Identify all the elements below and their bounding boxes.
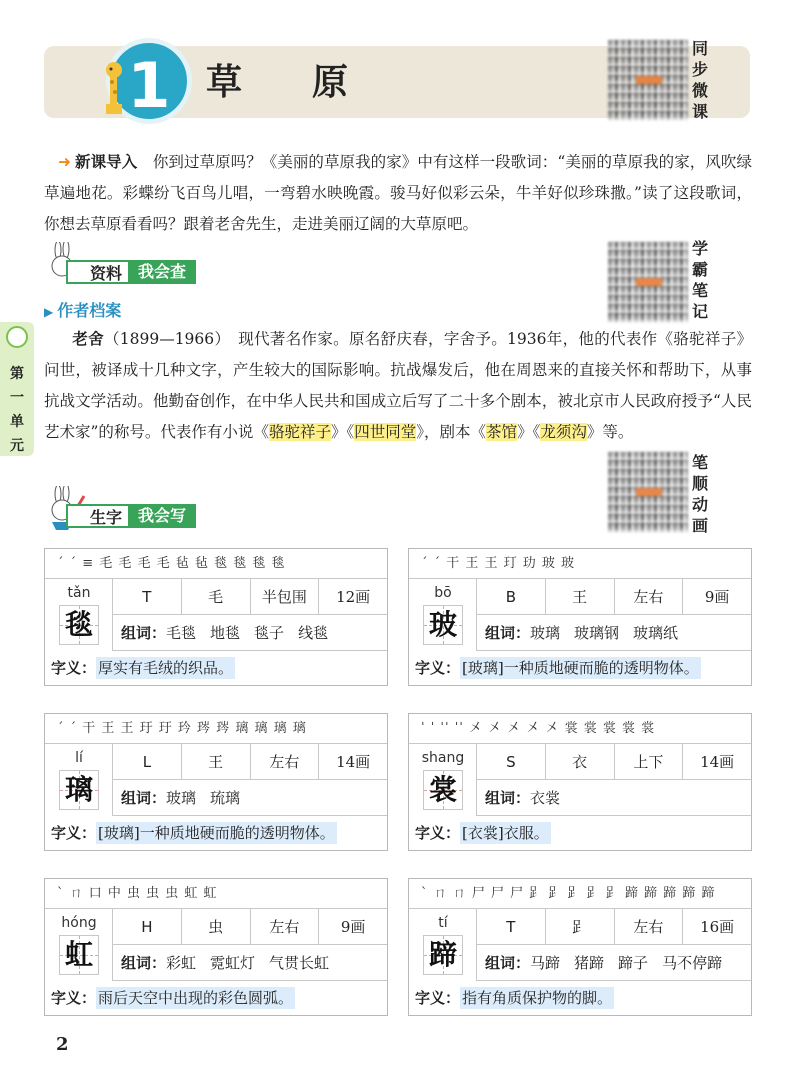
character-card (408, 713, 752, 851)
stroke-count: 9画 (340, 918, 366, 936)
radical: 王 (182, 744, 251, 779)
author-heading: ▶ 作者档案 (44, 301, 122, 320)
pinyin: lí (75, 750, 83, 766)
pinyin: tǎn (67, 585, 91, 601)
arrow-right-icon: ➜ (58, 153, 71, 171)
index-letter: H (113, 909, 182, 944)
structure: 左右 (251, 744, 320, 779)
character-card (408, 878, 752, 1016)
work-title: 骆驼祥子 (268, 423, 331, 441)
pinyin: hóng (61, 915, 97, 931)
stroke-order: ˊ ˊ ≡ 毛 毛 毛 毛 毡 毡 毯 毯 毯 毯 (45, 549, 387, 579)
character: 蹄 (428, 938, 457, 971)
structure: 半包围 (251, 579, 320, 614)
meaning: 字义： [玻璃]一种质地硬而脆的透明物体。 (51, 824, 335, 842)
stroke-order: ˊ ˊ 干 王 王 玎 玏 玻 玻 (409, 549, 751, 579)
character-card (44, 548, 388, 686)
meaning: 字义： 雨后天空中出现的彩色圆弧。 (51, 989, 294, 1007)
section-header-chars (44, 500, 244, 530)
character: 裳 (428, 773, 457, 806)
character: 虹 (64, 938, 93, 971)
giraffe-icon (100, 60, 128, 116)
character-card (408, 548, 752, 686)
meaning: 字义： [衣裳]衣服。 (415, 824, 549, 842)
word-list: 组词：玻璃 琉璃 (113, 780, 387, 816)
section-info-label-a: 资料 (66, 260, 128, 284)
stroke-count: 9画 (704, 588, 730, 606)
stroke-order: ˋ ㄇ 口 中 虫 虫 虫 虹 虹 (45, 879, 387, 909)
intro-lead: 新课导入 (75, 153, 138, 171)
unit-side-tab: 第一单元 (0, 322, 34, 456)
stroke-count: 14画 (336, 753, 371, 771)
word-list: 组词：彩虹 霓虹灯 气贯长虹 (113, 945, 387, 981)
word-list: 组词：马蹄 猪蹄 蹄子 马不停蹄 (477, 945, 751, 981)
work-title: 龙须沟 (540, 423, 587, 441)
character-card (44, 878, 388, 1016)
character: 毯 (64, 608, 93, 641)
character: 玻 (428, 608, 457, 641)
radical: 王 (546, 579, 615, 614)
section-chars-label-a: 生字 (66, 504, 128, 528)
qr-code-icon[interactable] (608, 40, 688, 120)
page-number: 2 (56, 1034, 69, 1055)
triangle-icon: ▶ (44, 305, 54, 319)
qr-code-icon[interactable] (608, 242, 688, 322)
stroke-order: ˈ ˈ ˈˈ ˈˈ 㐅 㐅 㐅 㐅 㐅 裳 裳 裳 裳 裳 (409, 714, 751, 744)
qr-label-micro-lesson: 同步微课 (691, 39, 708, 121)
structure: 上下 (615, 744, 684, 779)
index-letter: L (113, 744, 182, 779)
radical: 虫 (182, 909, 251, 944)
author-bio: 老舍（1899—1966） 现代著名作家。原名舒庆春，字舍予。1936年，他的代表作《骆驼祥子》问世，被译成十几种文字，产生较大的国际影响。抗战爆发后，他在周恩来的直接关怀和帮助下，从事抗战文学活动。他勤奋创作，在中华人民共和国成立后写了二十多个剧本，被北京市人民政府授予“人民艺术家”的称号。代表作有小说《骆驼祥子》《四世同堂》，剧本《茶馆》《龙须沟》等。 (44, 329, 752, 441)
stroke-count: 12画 (336, 588, 371, 606)
stroke-order: ˊ ˊ 干 王 王 玗 玗 玪 琌 琌 璃 璃 璃 璃 (45, 714, 387, 744)
stroke-count: 14画 (700, 753, 735, 771)
meaning: 字义： 指有角质保护物的脚。 (415, 989, 613, 1007)
lesson-title: 草原 (206, 62, 419, 103)
word-list: 组词：毛毯 地毯 毯子 线毯 (113, 615, 387, 651)
qr-label-notes: 学霸笔记 (691, 239, 708, 321)
lesson-number: 1 (127, 49, 171, 122)
stroke-order: ˋ ㄇ ㄇ 尸 尸 尸 𧾷 𧾷 𧾷 𧾷 𧾷 蹄 蹄 蹄 蹄 蹄 (409, 879, 751, 909)
index-letter: B (477, 579, 546, 614)
index-letter: T (113, 579, 182, 614)
word-list: 组词：玻璃 玻璃钢 玻璃纸 (477, 615, 751, 651)
rabbit-face-icon (6, 326, 28, 348)
character: 璃 (64, 773, 93, 806)
structure: 左右 (251, 909, 320, 944)
structure: 左右 (615, 909, 684, 944)
pinyin: shang (421, 750, 465, 766)
qr-code-icon[interactable] (608, 452, 688, 532)
pinyin: bō (434, 585, 452, 601)
radical: 毛 (182, 579, 251, 614)
intro-paragraph (44, 147, 752, 240)
stroke-count: 16画 (700, 918, 735, 936)
section-header-info (44, 256, 244, 286)
character-card (44, 713, 388, 851)
word-list: 组词：衣裳 (477, 780, 751, 816)
radical: 𧾷 (546, 909, 615, 944)
meaning: 字义： 厚实有毛绒的织品。 (51, 659, 234, 677)
section-chars-label-b: 我会写 (128, 504, 196, 528)
index-letter: T (477, 909, 546, 944)
structure: 左右 (615, 579, 684, 614)
meaning: 字义： [玻璃]一种质地硬而脆的透明物体。 (415, 659, 699, 677)
radical: 衣 (546, 744, 615, 779)
index-letter: S (477, 744, 546, 779)
pinyin: tí (438, 915, 448, 931)
author-name: 老舍 (72, 329, 104, 348)
work-title: 四世同堂 (354, 423, 417, 441)
section-info-label-b: 我会查 (128, 260, 196, 284)
intro-text: 你到过草原吗？《美丽的草原我的家》中有这样一段歌词：“美丽的草原我的家，风吹绿草遍地花。彩蝶纷飞百鸟儿唱，一弯碧水映晚霞。骏马好似彩云朵，牛羊好似珍珠撒。”读了这段歌词，你想去草原看看吗？跟着老舍先生，走进美丽辽阔的大草原吧。 (44, 153, 752, 233)
qr-label-stroke-animation: 笔顺动画 (691, 453, 708, 535)
work-title: 茶馆 (486, 423, 518, 441)
